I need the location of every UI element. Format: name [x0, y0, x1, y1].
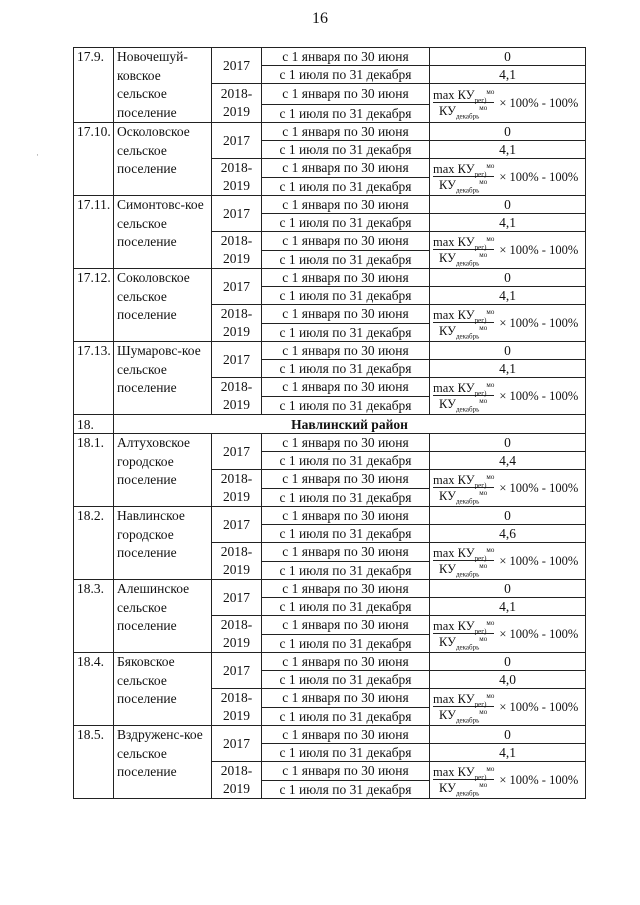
- growth-formula: $\frac{\max КУ_{рег)}^{мо}}{КУ_{декабрь}^{мо}}$ × 100% - 100%: [430, 470, 586, 507]
- period-first-half: с 1 января по 30 июня: [262, 434, 430, 452]
- district-title: Навлинский район: [114, 415, 586, 434]
- period-first-half: с 1 января по 30 июня: [262, 305, 430, 324]
- year-cell: 2017: [212, 48, 262, 84]
- row-number: 18.2.: [74, 507, 114, 580]
- period-second-half: с 1 июля по 31 декабря: [262, 452, 430, 470]
- period-second-half: с 1 июля по 31 декабря: [262, 177, 430, 196]
- growth-formula: $\frac{\max КУ_{рег)}^{мо}}{КУ_{декабрь}^{мо}}$ × 100% - 100%: [430, 378, 586, 415]
- settlement-name: Алтуховское городское поселение: [114, 434, 212, 507]
- year-range-bottom: 2019: [223, 781, 250, 796]
- row-number: 17.10.: [74, 123, 114, 196]
- period-second-half: с 1 июля по 31 декабря: [262, 634, 430, 653]
- year-cell: 2017: [212, 653, 262, 689]
- settlement-name: Шумаровс-кое сельское поселение: [114, 342, 212, 415]
- value-first-half: 0: [430, 434, 586, 452]
- settlement-name: Вздруженс-кое сельское поселение: [114, 726, 212, 799]
- value-first-half: 0: [430, 196, 586, 214]
- year-cell: 2017: [212, 196, 262, 232]
- value-second-half: 4,1: [430, 287, 586, 305]
- value-second-half: 4,1: [430, 360, 586, 378]
- period-first-half: с 1 января по 30 июня: [262, 726, 430, 744]
- year-cell: 2017: [212, 342, 262, 378]
- period-first-half: с 1 января по 30 июня: [262, 543, 430, 562]
- growth-formula: $\frac{\max КУ_{рег)}^{мо}}{КУ_{декабрь}^{мо}}$ × 100% - 100%: [430, 543, 586, 580]
- period-second-half: с 1 июля по 31 декабря: [262, 66, 430, 84]
- year-cell: 2017: [212, 726, 262, 762]
- year-range-bottom: 2019: [223, 104, 250, 119]
- period-first-half: с 1 января по 30 июня: [262, 269, 430, 287]
- value-first-half: 0: [430, 123, 586, 141]
- value-first-half: 0: [430, 269, 586, 287]
- year-cell: 2017: [212, 507, 262, 543]
- period-first-half: с 1 января по 30 июня: [262, 378, 430, 397]
- settlement-name: Соколовское сельское поселение: [114, 269, 212, 342]
- year-range-top: 2018-: [220, 379, 253, 394]
- value-first-half: 0: [430, 507, 586, 525]
- period-first-half: с 1 января по 30 июня: [262, 342, 430, 360]
- period-second-half: с 1 июля по 31 декабря: [262, 360, 430, 378]
- value-second-half: 4,1: [430, 66, 586, 84]
- row-first-half: [74, 507, 586, 525]
- year-range-bottom: 2019: [223, 708, 250, 723]
- value-second-half: 4,6: [430, 525, 586, 543]
- period-first-half: с 1 января по 30 июня: [262, 123, 430, 141]
- year-range-top: 2018-: [220, 86, 253, 101]
- row-number: 17.9.: [74, 48, 114, 123]
- growth-formula: $\frac{\max КУ_{рег)}^{мо}}{КУ_{декабрь}^{мо}}$ × 100% - 100%: [430, 689, 586, 726]
- row-number: 17.13.: [74, 342, 114, 415]
- district-number: 18.: [74, 415, 114, 434]
- settlement-name: Навлинское городское поселение: [114, 507, 212, 580]
- period-second-half: с 1 июля по 31 декабря: [262, 323, 430, 342]
- period-second-half: с 1 июля по 31 декабря: [262, 598, 430, 616]
- row-number: 18.4.: [74, 653, 114, 726]
- year-range-cell: [212, 159, 262, 196]
- period-second-half: с 1 июля по 31 декабря: [262, 525, 430, 543]
- value-second-half: 4,1: [430, 744, 586, 762]
- year-range-bottom: 2019: [223, 397, 250, 412]
- period-second-half: с 1 июля по 31 декабря: [262, 141, 430, 159]
- value-first-half: 0: [430, 48, 586, 66]
- value-second-half: 4,1: [430, 598, 586, 616]
- value-first-half: 0: [430, 580, 586, 598]
- settlement-name: Осколовское сельское поселение: [114, 123, 212, 196]
- row-first-half: [74, 342, 586, 360]
- row-number: 17.12.: [74, 269, 114, 342]
- growth-formula: $\frac{\max КУ_{рег)}^{мо}}{КУ_{декабрь}^{мо}}$ × 100% - 100%: [430, 305, 586, 342]
- period-second-half: с 1 июля по 31 декабря: [262, 780, 430, 799]
- settlement-name: Симонтовс-кое сельское поселение: [114, 196, 212, 269]
- row-first-half: [74, 123, 586, 141]
- year-range-top: 2018-: [220, 160, 253, 175]
- year-range-bottom: 2019: [223, 489, 250, 504]
- district-header-row: [74, 415, 586, 434]
- value-second-half: 4,1: [430, 214, 586, 232]
- row-number: 18.3.: [74, 580, 114, 653]
- margin-mark: ·: [36, 150, 39, 160]
- row-first-half: [74, 434, 586, 452]
- year-range-cell: [212, 305, 262, 342]
- year-range-cell: [212, 543, 262, 580]
- period-first-half: с 1 января по 30 июня: [262, 507, 430, 525]
- year-range-cell: [212, 689, 262, 726]
- settlement-name: Новочешуй-ковское сельское поселение: [114, 48, 212, 123]
- growth-formula: $\frac{\max КУ_{рег)}^{мо}}{КУ_{декабрь}^{мо}}$ × 100% - 100%: [430, 762, 586, 799]
- year-range-bottom: 2019: [223, 251, 250, 266]
- growth-formula: $\frac{\max КУ_{рег)}^{мо}}{КУ_{декабрь}^{мо}}$ × 100% - 100%: [430, 232, 586, 269]
- year-range-bottom: 2019: [223, 562, 250, 577]
- period-first-half: с 1 января по 30 июня: [262, 616, 430, 635]
- year-cell: 2017: [212, 123, 262, 159]
- period-second-half: с 1 июля по 31 декабря: [262, 488, 430, 507]
- year-cell: 2017: [212, 580, 262, 616]
- period-first-half: с 1 января по 30 июня: [262, 470, 430, 489]
- period-first-half: с 1 января по 30 июня: [262, 159, 430, 178]
- page-number: 16: [312, 10, 328, 27]
- value-second-half: 4,1: [430, 141, 586, 159]
- value-first-half: 0: [430, 342, 586, 360]
- value-second-half: 4,0: [430, 671, 586, 689]
- period-second-half: с 1 июля по 31 декабря: [262, 744, 430, 762]
- year-cell: 2017: [212, 269, 262, 305]
- row-first-half: [74, 269, 586, 287]
- period-second-half: с 1 июля по 31 декабря: [262, 104, 430, 123]
- growth-formula: $\frac{\max КУ_{рег)}^{мо}}{КУ_{декабрь}^{мо}}$ × 100% - 100%: [430, 84, 586, 123]
- year-range-cell: [212, 232, 262, 269]
- period-first-half: с 1 января по 30 июня: [262, 653, 430, 671]
- period-second-half: с 1 июля по 31 декабря: [262, 287, 430, 305]
- year-range-top: 2018-: [220, 233, 253, 248]
- row-first-half: [74, 196, 586, 214]
- year-range-cell: [212, 378, 262, 415]
- period-first-half: с 1 января по 30 июня: [262, 84, 430, 105]
- year-range-cell: [212, 84, 262, 123]
- settlement-name: Алешинское сельское поселение: [114, 580, 212, 653]
- year-range-bottom: 2019: [223, 324, 250, 339]
- row-first-half: [74, 653, 586, 671]
- row-first-half: [74, 580, 586, 598]
- year-range-bottom: 2019: [223, 635, 250, 650]
- period-second-half: с 1 июля по 31 декабря: [262, 671, 430, 689]
- value-first-half: 0: [430, 726, 586, 744]
- period-first-half: с 1 января по 30 июня: [262, 762, 430, 781]
- period-second-half: с 1 июля по 31 декабря: [262, 707, 430, 726]
- year-range-cell: [212, 470, 262, 507]
- growth-formula: $\frac{\max КУ_{рег)}^{мо}}{КУ_{декабрь}^{мо}}$ × 100% - 100%: [430, 616, 586, 653]
- value-first-half: 0: [430, 653, 586, 671]
- row-number: 18.1.: [74, 434, 114, 507]
- year-range-bottom: 2019: [223, 178, 250, 193]
- year-range-top: 2018-: [220, 471, 253, 486]
- period-second-half: с 1 июля по 31 декабря: [262, 561, 430, 580]
- period-first-half: с 1 января по 30 июня: [262, 232, 430, 251]
- period-second-half: с 1 июля по 31 декабря: [262, 250, 430, 269]
- period-first-half: с 1 января по 30 июня: [262, 689, 430, 708]
- tariff-table: [73, 47, 586, 799]
- value-second-half: 4,4: [430, 452, 586, 470]
- row-first-half: [74, 48, 586, 66]
- row-number: 17.11.: [74, 196, 114, 269]
- growth-formula: $\frac{\max КУ_{рег)}^{мо}}{КУ_{декабрь}^{мо}}$ × 100% - 100%: [430, 159, 586, 196]
- period-first-half: с 1 января по 30 июня: [262, 196, 430, 214]
- year-range-cell: [212, 762, 262, 799]
- row-first-half: [74, 726, 586, 744]
- year-range-top: 2018-: [220, 306, 253, 321]
- year-range-cell: [212, 616, 262, 653]
- year-range-top: 2018-: [220, 763, 253, 778]
- period-first-half: с 1 января по 30 июня: [262, 580, 430, 598]
- period-second-half: с 1 июля по 31 декабря: [262, 214, 430, 232]
- settlement-name: Бяковское сельское поселение: [114, 653, 212, 726]
- row-number: 18.5.: [74, 726, 114, 799]
- period-second-half: с 1 июля по 31 декабря: [262, 396, 430, 415]
- year-range-top: 2018-: [220, 617, 253, 632]
- year-range-top: 2018-: [220, 690, 253, 705]
- year-cell: 2017: [212, 434, 262, 470]
- period-first-half: с 1 января по 30 июня: [262, 48, 430, 66]
- year-range-top: 2018-: [220, 544, 253, 559]
